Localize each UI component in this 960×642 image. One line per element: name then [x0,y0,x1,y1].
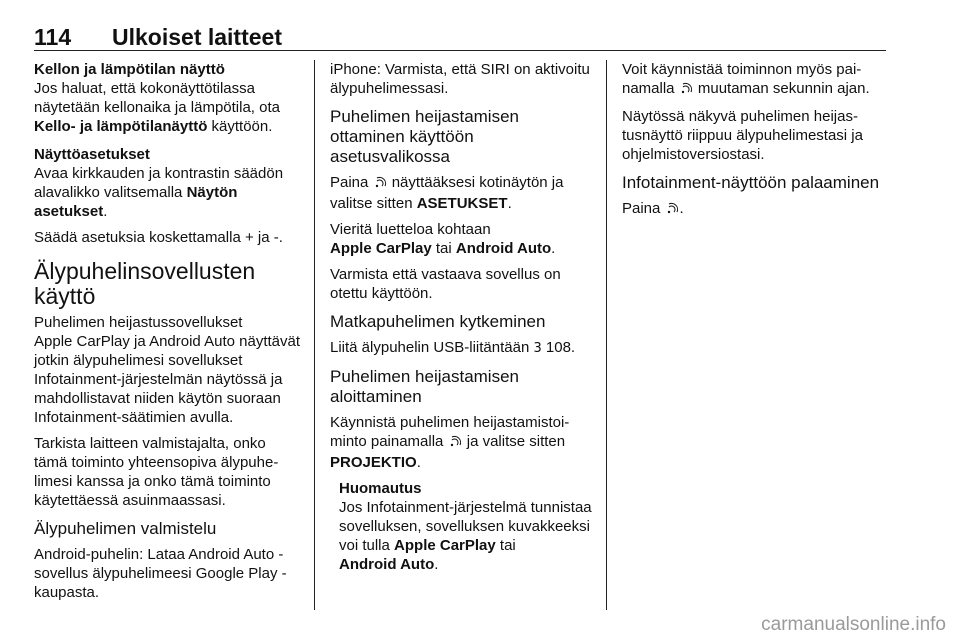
paragraph: Varmista että vastaava sovellus on otettu käyttöön. [330,266,561,302]
menu-term: Apple CarPlay [330,240,432,257]
menu-term: Android Auto [455,240,552,257]
page-header [34,24,886,50]
text: . [434,556,439,573]
cross-reference-arrow-icon: 3 [533,341,542,356]
section-heading: Puhelimen heijastamisen aloittaminen [330,367,519,406]
note-text [339,498,598,574]
text: käyttöön. [207,118,273,135]
paragraph [34,164,302,221]
text: Liitä älypuhelin USB-liitäntään [330,339,534,356]
paragraph [330,220,598,258]
paragraph [330,173,598,213]
text: Jos Infotainment-järjestelmä tunnistaa sovelluksen, sovelluksen kuvakkeeksi voi tulla [339,499,592,554]
paragraph [330,338,598,358]
section-heading: Puhelimen heijastamisen ottaminen käyttöön asetusvalikossa [330,107,519,166]
paragraph: Android-puhelin: Lataa Android Auto -sovellus älypuhelimeesi Google Play -kaupasta. [34,546,287,601]
text: näyttääksesi kotinäytön ja valitse sitten [330,174,564,212]
paragraph: Säädä asetuksia koskettamalla + ja -. [34,229,283,246]
phone-projection-icon [374,175,387,194]
chapter-heading: Älypuhelinsovellusten käyttö [34,258,256,309]
paragraph: Tarkista laitteen valmistajalta, onko tämä toiminto yhteensopiva älypuhelimesi kanssa ja onko tämä toiminto käytettäessä asuinmaassasi. [34,435,279,509]
menu-term: Näytön asetukset [34,184,238,220]
paragraph [622,199,890,220]
section-heading: Matkapuhelimen kytkeminen [330,312,546,331]
text: Avaa kirkkauden ja kontrastin säädön alavalikko valitsemalla [34,165,284,201]
text: muutaman sekunnin ajan. [693,80,870,97]
text: Käynnistä puhelimen heijastamistoiminto painamalla [330,414,570,450]
phone-projection-icon [680,81,693,100]
phone-projection-icon [449,434,462,453]
menu-term: ASETUKSET [416,195,508,212]
text: ja valitse sitten [462,433,566,450]
text: . [103,203,108,220]
menu-term: Kello- ja lämpötilanäyttö [34,118,208,135]
text: tai [495,537,516,554]
header-rule [34,50,886,51]
section-title: Näyttöasetukset [34,146,150,163]
watermark: carmanualsonline.info [761,614,946,635]
page-reference[interactable]: 108. [541,339,576,356]
column-divider [606,60,607,610]
paragraph: iPhone: Varmista, että SIRI on aktivoitu älypuhelimessasi. [330,61,590,97]
section-heading: Älypuhelimen valmistelu [34,519,217,538]
column-divider [314,60,315,610]
menu-term: Android Auto [339,556,435,573]
text: tai [431,240,456,257]
paragraph: Apple CarPlay ja Android Auto näyttävät jotkin älypuhelimesi sovellukset Infotainment-järjestelmän näytössä ja mahdollistavat niiden käytön suoraan Infotainment-säätimien avulla. [34,333,301,426]
page-title: Ulkoiset laitteet [112,24,282,50]
text: Jos haluat, että kokonäyttötilassa näytetään kellonaika ja lämpötila, ota [34,80,280,116]
paragraph [622,60,890,100]
phone-projection-icon [666,201,679,220]
text: Vieritä luetteloa kohtaan [330,221,491,238]
text: Voit käynnistää toiminnon myös painamalla [622,61,862,97]
section-title: Puhelimen heijastussovellukset [34,314,243,331]
column-3 [622,60,890,227]
column-2 [330,60,598,581]
text: Paina [330,174,373,191]
note-title: Huomautus [339,480,422,497]
text: . [416,454,421,471]
text: . [507,195,512,212]
section-heading: Infotainment-näyttöön palaaminen [622,173,880,192]
paragraph [34,79,302,136]
paragraph [330,413,598,472]
section-title: Kellon ja lämpötilan näyttö [34,61,225,78]
text: . [551,240,556,257]
column-1 [34,60,302,609]
menu-term: Apple CarPlay [394,537,496,554]
note-box [339,479,598,574]
page-number: 114 [34,24,72,50]
text: Paina [622,200,665,217]
menu-term: PROJEKTIO [330,454,417,471]
text: . [679,200,684,217]
paragraph: Näytössä näkyvä puhelimen heijastusnäyttö riippuu älypuhelimestasi ja ohjelmistoversiostasi. [622,108,863,163]
